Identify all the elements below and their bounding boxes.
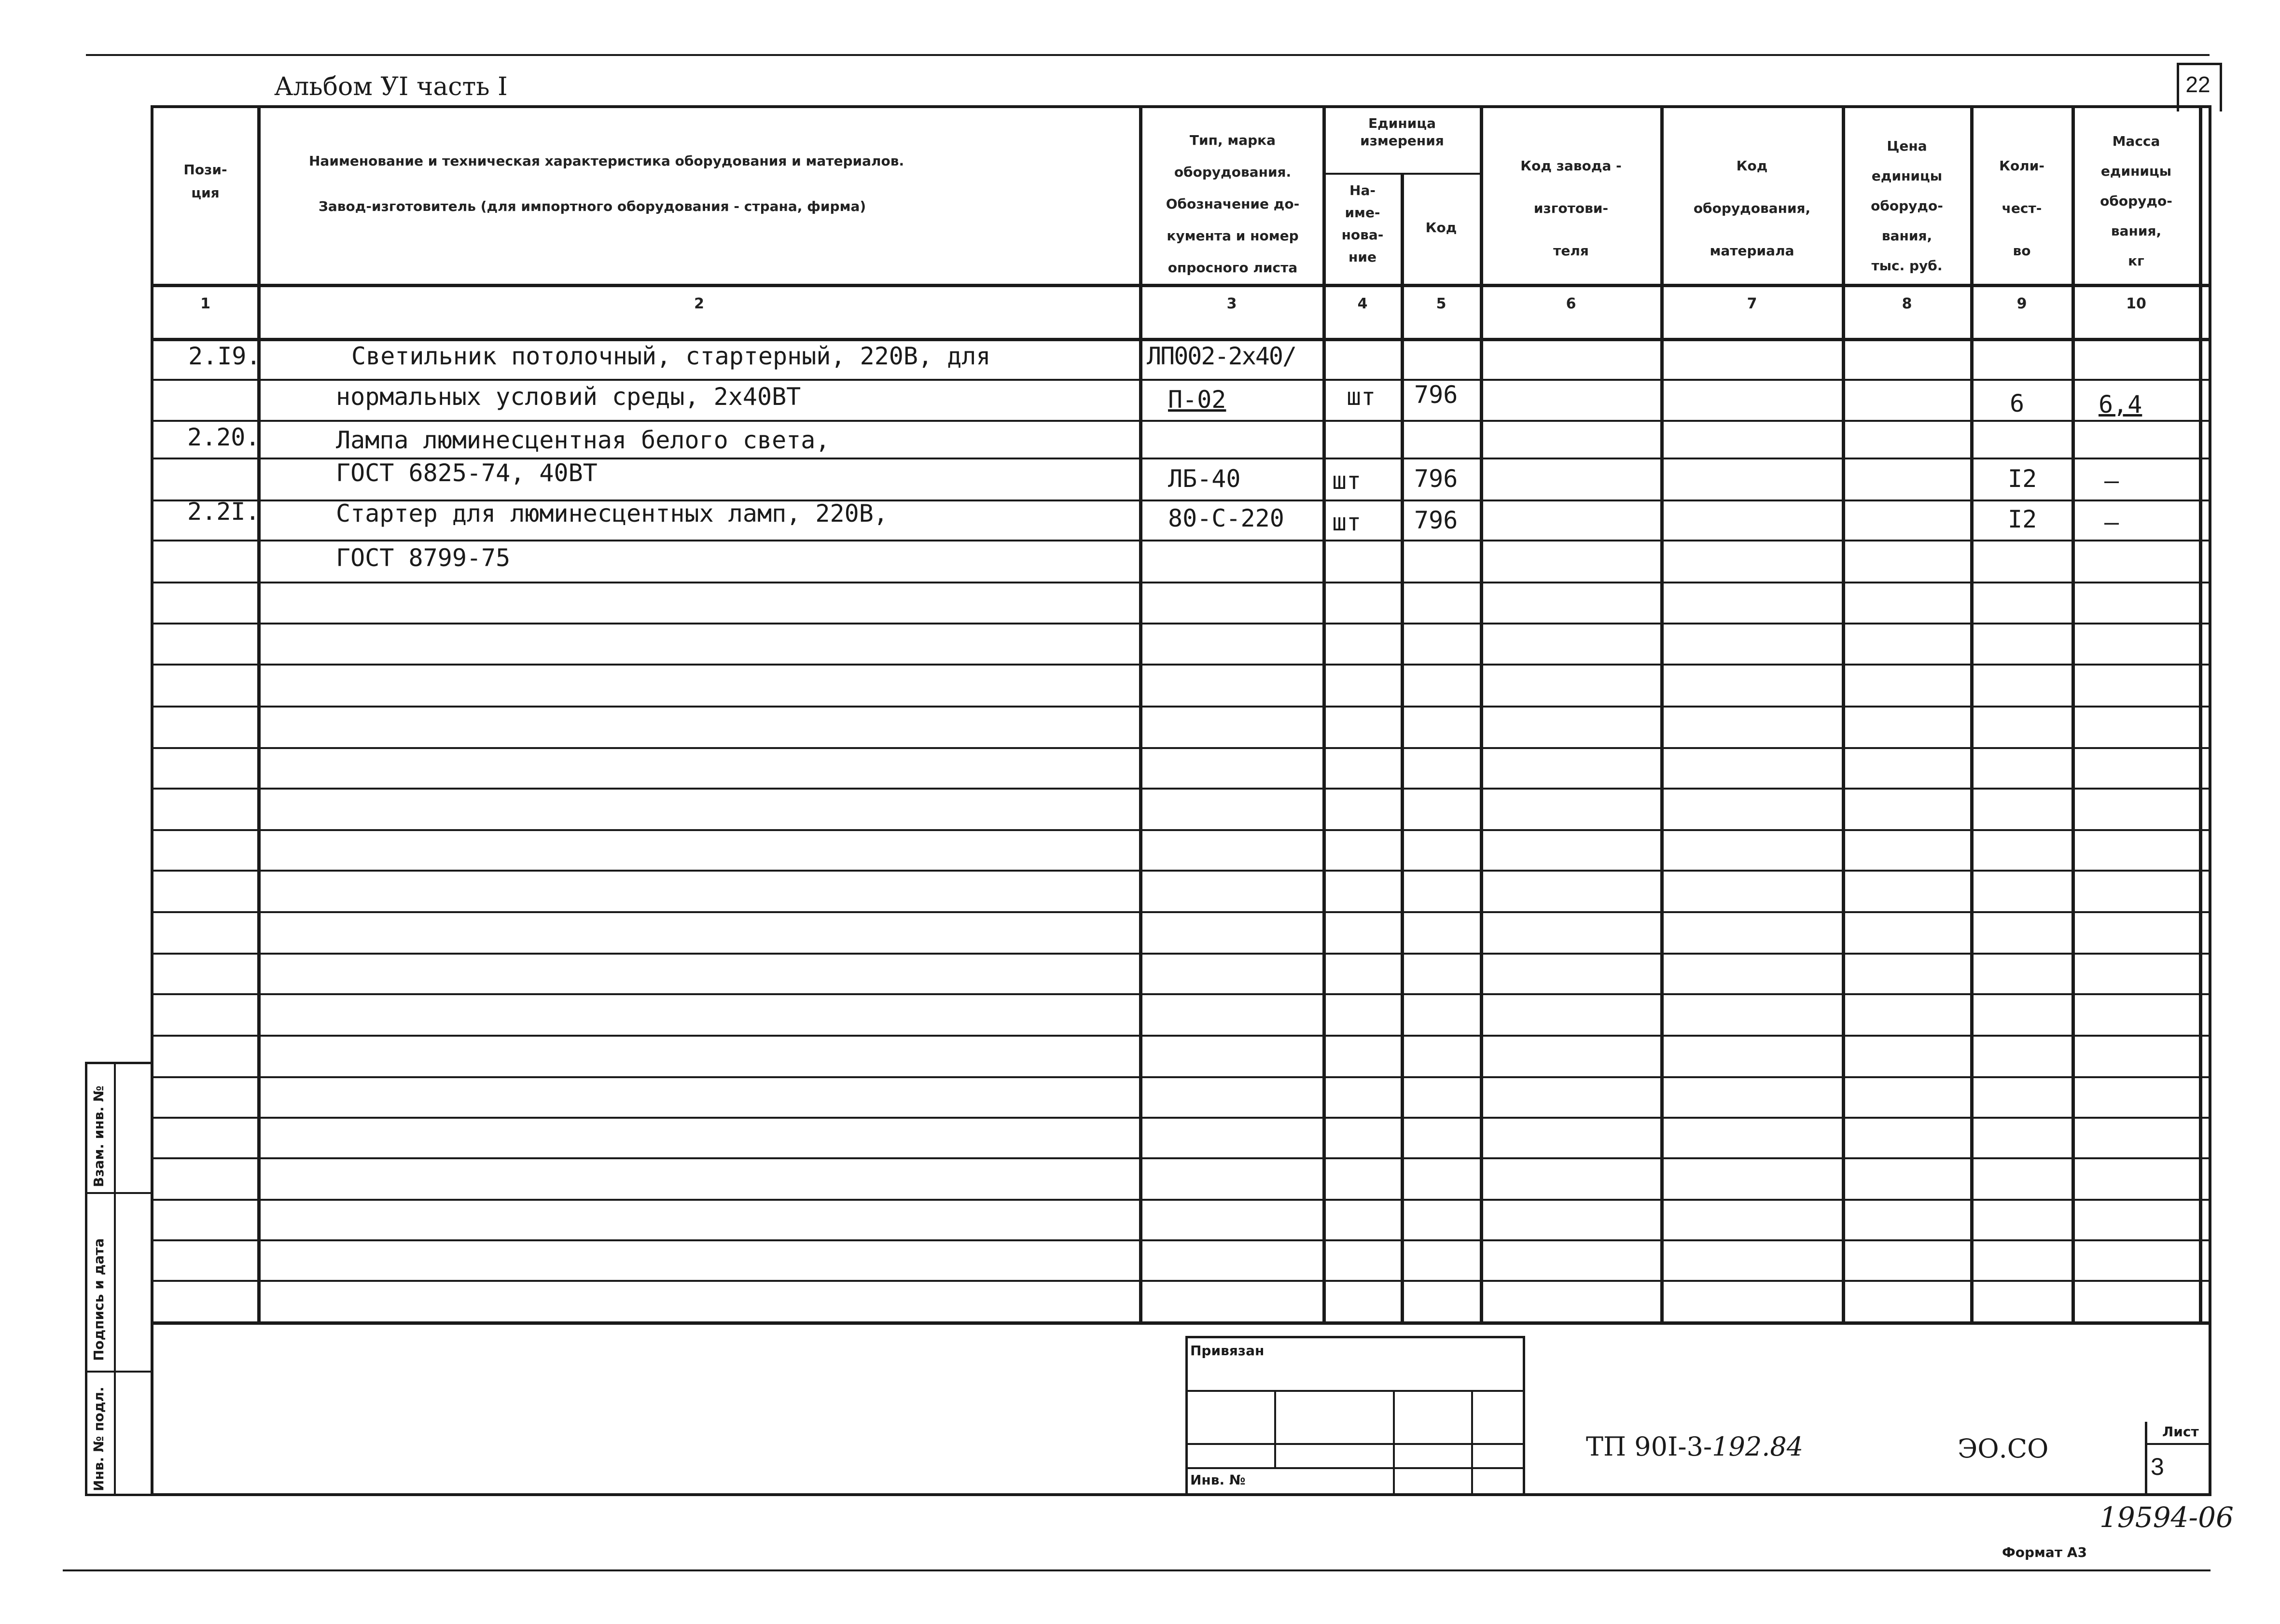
row5-mass: – <box>2104 508 2119 536</box>
outer-frame <box>151 105 2211 1496</box>
stamp-line-3 <box>1185 1467 1525 1469</box>
row-rule <box>151 993 2211 995</box>
row-rule <box>151 1076 2211 1078</box>
unit-header-split <box>1322 173 1482 175</box>
row5-qty: I2 <box>2008 505 2037 533</box>
col-line-8 <box>1970 105 1974 1321</box>
col-line-2 <box>1139 105 1142 1321</box>
row-rule <box>151 1117 2211 1119</box>
col-number-8: 8 <box>1902 295 1912 312</box>
row4-unit: шт <box>1332 467 1362 495</box>
row1-pos: 2.I9. <box>188 342 261 370</box>
sheet-label: Лист <box>2162 1424 2199 1440</box>
row5-type: 80-С-220 <box>1168 504 1284 532</box>
row-rule <box>151 1321 2211 1325</box>
col-line-1 <box>257 105 261 1321</box>
row-rule <box>151 664 2211 666</box>
row2-code: 796 <box>1414 381 1458 409</box>
row-rule <box>151 420 2211 422</box>
row-rule <box>151 953 2211 955</box>
format-label: Формат А3 <box>2002 1544 2087 1560</box>
page-number: 22 <box>2185 72 2210 97</box>
row5-code: 796 <box>1414 506 1458 534</box>
col2-header-line1: Наименование и техническая характеристика оборудования и материалов. <box>309 153 904 169</box>
inv-no-label: Инв. № <box>1190 1472 1246 1488</box>
stamp-vline-2 <box>1393 1390 1395 1496</box>
privyazan-label: Привязан <box>1190 1343 1265 1359</box>
left-stamp-line-2 <box>85 1371 151 1373</box>
sheet-code: ЭО.СО <box>1958 1433 2049 1464</box>
unit-header: Единица измерения <box>1360 115 1444 149</box>
left-stamp-line-1 <box>85 1192 151 1194</box>
col-number-4: 4 <box>1357 295 1368 312</box>
col-line-6 <box>1660 105 1664 1321</box>
col5-header: Код <box>1425 220 1457 236</box>
row-rule <box>151 706 2211 708</box>
bottom-frame-line <box>63 1569 2210 1571</box>
header-bottom-line <box>151 284 2211 287</box>
doc-code-handwritten: 192.84 <box>1712 1431 1804 1462</box>
col4-header: На- име- нова- ние <box>1341 182 1384 265</box>
sheet-number: 3 <box>2151 1453 2164 1480</box>
row4-code: 796 <box>1414 465 1458 493</box>
col-line-3 <box>1322 105 1326 1321</box>
top-frame-line <box>86 54 2210 56</box>
row-rule <box>151 379 2211 381</box>
col-number-5: 5 <box>1436 295 1446 312</box>
col8-header: Цена единицы оборудо- вания, тыс. руб. <box>1871 138 1943 274</box>
side-label-vzam: Взам. инв. № <box>91 1085 107 1187</box>
row3-name: Лампа люминесцентная белого света, <box>336 426 830 454</box>
side-label-inv: Инв. № подл. <box>91 1387 107 1491</box>
row1-name: Светильник потолочный, стартерный, 220В, для <box>351 342 991 370</box>
row5-name: Стартер для люминесцентных ламп, 220В, <box>336 500 888 527</box>
row2-type: П-02 <box>1168 386 1226 414</box>
row2-unit: шт <box>1347 383 1376 411</box>
row4-name: ГОСТ 6825-74, 40ВТ <box>336 459 598 487</box>
col6-header: Код завода - изготови- теля <box>1520 158 1622 259</box>
row-rule <box>151 747 2211 749</box>
col-number-3: 3 <box>1226 295 1237 312</box>
sheet-box-line <box>2145 1443 2211 1445</box>
left-stamp-divider <box>114 1062 116 1496</box>
col-line-10 <box>2199 105 2202 1321</box>
row-rule <box>151 582 2211 583</box>
row2-mass: 6,4 <box>2099 390 2142 418</box>
row-rule <box>151 870 2211 872</box>
album-title: Альбом УI часть I <box>274 72 508 101</box>
col-line-9 <box>2071 105 2075 1321</box>
col-number-9: 9 <box>2016 295 2027 312</box>
col3-header: Тип, марка оборудования. Обозначение до- кумента и номер опросного листа <box>1166 132 1300 276</box>
row-rule <box>151 1035 2211 1037</box>
col1-header: Пози- ция <box>183 162 227 201</box>
handwritten-number: 19594-06 <box>2099 1501 2234 1534</box>
col-number-1: 1 <box>200 295 210 312</box>
stamp-line-2 <box>1185 1443 1525 1445</box>
numbers-bottom-line <box>151 338 2211 341</box>
col-line-5 <box>1480 105 1483 1321</box>
stamp-vline-1 <box>1274 1390 1276 1467</box>
stamp-line-1 <box>1185 1390 1525 1392</box>
row1-type: ЛП002-2х40/ <box>1147 342 1296 370</box>
doc-code <box>1586 1431 1803 1462</box>
side-label-podpis: Подпись и дата <box>91 1238 107 1361</box>
row-rule <box>151 911 2211 913</box>
row2-qty: 6 <box>2010 389 2025 417</box>
row5-unit: шт <box>1332 508 1362 536</box>
stamp-vline-3 <box>1471 1390 1473 1496</box>
col10-header: Масса единицы оборудо- вания, кг <box>2100 133 2172 269</box>
col7-header: Код оборудования, материала <box>1693 158 1811 259</box>
row-rule <box>151 623 2211 625</box>
row4-mass: – <box>2104 467 2119 495</box>
row3-pos: 2.20. <box>187 423 260 451</box>
doc-code-printed: ТП 90I-3- <box>1586 1431 1712 1462</box>
row-rule <box>151 1157 2211 1159</box>
row5-pos: 2.2I. <box>187 498 260 526</box>
row-rule <box>151 1239 2211 1241</box>
col-number-10: 10 <box>2126 295 2146 312</box>
col-number-7: 7 <box>1747 295 1757 312</box>
row-rule <box>151 1280 2211 1282</box>
row-rule <box>151 1199 2211 1201</box>
row-rule <box>151 788 2211 790</box>
col2-header-line2: Завод-изготовитель (для импортного оборудования - страна, фирма) <box>319 198 866 214</box>
col-number-6: 6 <box>1566 295 1576 312</box>
row-rule <box>151 829 2211 831</box>
col-line-7 <box>1842 105 1845 1321</box>
row2-name: нормальных условий среды, 2х40ВТ <box>336 383 801 411</box>
row-rule <box>151 540 2211 541</box>
col-number-2: 2 <box>694 295 704 312</box>
row4-qty: I2 <box>2008 465 2037 493</box>
col9-header: Коли- чест- во <box>1999 158 2044 259</box>
row4-type: ЛБ-40 <box>1168 465 1241 493</box>
row6-name: ГОСТ 8799-75 <box>336 544 511 572</box>
